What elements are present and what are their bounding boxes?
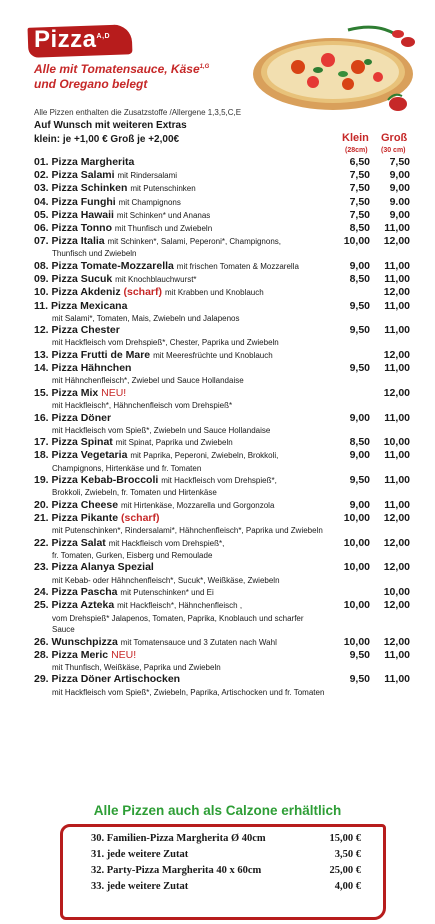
special-row [91, 833, 361, 844]
price-klein: 9,00 [349, 498, 370, 511]
menu-item [34, 324, 410, 349]
item-name: Pizza Tonno [51, 222, 112, 235]
item-number: 03. [34, 182, 49, 195]
item-description-more: mit Thunfisch, Weißkäse, Paprika und Zwiebeln [52, 662, 221, 672]
item-number: 07. [34, 235, 49, 248]
menu-item [34, 499, 410, 512]
price-gross: 9,00 [389, 182, 410, 195]
subtitle-text: Alle mit Tomatensauce, Käse [34, 62, 200, 76]
item-name: Pizza Schinken [51, 182, 128, 195]
price-gross: 12,00 [383, 235, 410, 248]
item-number: 02. [34, 169, 49, 182]
item-name: Pizza Hawaii [51, 208, 114, 221]
special-label: 33. jede weitere Zutat [91, 881, 189, 892]
item-number: 13. [34, 348, 49, 361]
item-name: Pizza Italia [51, 235, 105, 248]
title-text: Pizza [34, 26, 97, 53]
item-name: Pizza Mexicana [50, 299, 128, 312]
item-new-badge: NEU! [101, 386, 127, 399]
menu-item [34, 561, 410, 586]
pizza-photo [248, 22, 418, 122]
item-description: mit Champignons [118, 197, 181, 207]
item-description-more: mit Hackfleisch*, Hähnchenfleisch vom Drehspieß* [52, 401, 233, 411]
extras-prices: klein: je +1,00 € Groß je +2,00€ [34, 134, 180, 145]
price-klein: 9,00 [349, 411, 370, 424]
price-klein: 9,50 [349, 362, 370, 375]
price-gross: 11,00 [384, 324, 410, 337]
item-number: 25. [34, 599, 49, 612]
item-description-more: mit Salami*, Tomaten, Mais, Zwiebeln und Jalapenos [52, 313, 240, 323]
item-name: Pizza Pascha [51, 586, 118, 599]
price-klein: 10,00 [343, 512, 370, 525]
item-name: Pizza Akdeniz [51, 286, 121, 299]
item-number: 29. [34, 673, 49, 686]
item-name: Pizza Tomate-Mozzarella [51, 259, 174, 272]
price-klein: 10,00 [343, 536, 370, 549]
item-name: Pizza Cheese [51, 498, 119, 511]
price-klein: 8,50 [349, 222, 370, 235]
price-gross: 12,00 [383, 599, 410, 612]
item-spicy-tag: (scharf) [120, 512, 160, 525]
price-gross: 11,00 [384, 299, 410, 312]
price-gross: 10,00 [383, 586, 410, 599]
item-description-more: mit Hackfleisch vom Spieß*, Zwiebeln und Sauce Hollandaise [52, 425, 271, 435]
item-name: Pizza Azteka [51, 599, 115, 612]
item-name: Pizza Spinat [51, 436, 113, 449]
menu-item [34, 182, 410, 195]
col-klein-header: Klein [342, 132, 369, 144]
item-name: Pizza Chester [51, 324, 120, 337]
price-gross: 11,00 [384, 474, 410, 487]
menu-item [34, 156, 410, 169]
price-klein: 9,00 [349, 259, 370, 272]
special-price: 25,00 € [329, 865, 361, 876]
price-klein: 9,00 [349, 449, 370, 462]
item-description: mit Paprika, Peperoni, Zwiebeln, Brokkoli, [130, 451, 279, 461]
special-label: 30. Familien-Pizza Margherita Ø 40cm [91, 833, 266, 844]
page-title [34, 26, 110, 54]
subtitle-tail: und Oregano belegt [34, 77, 148, 91]
price-gross: 7,50 [389, 156, 410, 168]
item-number: 19. [34, 474, 49, 487]
item-number: 14. [34, 362, 49, 375]
item-name: Pizza Frutti de Mare [51, 348, 151, 361]
additives-note: Alle Pizzen enthalten die Zusatzstoffe /Allergene 1,3,5,C,E [34, 108, 242, 117]
price-gross: 9,00 [389, 169, 410, 182]
item-name: Pizza Margherita [51, 156, 135, 168]
item-number: 21. [34, 512, 49, 525]
item-description: mit Schinken* und Ananas [116, 210, 211, 220]
item-name: Pizza Pikante [51, 512, 119, 525]
special-label: 31. jede weitere Zutat [91, 849, 189, 860]
item-number: 24. [34, 586, 49, 599]
item-number: 01. [34, 156, 49, 168]
item-name: Pizza Salami [51, 169, 115, 182]
item-number: 05. [34, 208, 49, 221]
item-description: mit Hirtenkäse, Mozzarella und Gorgonzola [121, 500, 275, 510]
item-name: Pizza Döner [51, 411, 112, 424]
price-gross: 12,00 [383, 386, 410, 399]
item-description: mit Schinken*, Salami, Peperoni*, Champignons, [107, 237, 281, 247]
pizza-menu-list [34, 156, 410, 698]
price-gross: 12,00 [383, 635, 410, 648]
menu-item [34, 474, 410, 499]
menu-item [34, 673, 410, 698]
menu-item [34, 512, 410, 537]
menu-item [34, 436, 410, 449]
price-gross: 12,00 [383, 286, 410, 299]
price-gross: 11,00 [384, 648, 410, 661]
menu-item [34, 412, 410, 437]
item-number: 18. [34, 449, 49, 462]
item-number: 08. [34, 259, 49, 272]
price-klein: 10,00 [343, 599, 370, 612]
item-description-more: mit Hackfleisch vom Drehspieß*, Chester, Paprika und Zwiebeln [52, 338, 279, 348]
title-allergen: A,D [96, 33, 111, 40]
price-gross: 11,00 [384, 273, 410, 286]
item-name: Pizza Mix [51, 386, 99, 399]
price-gross: 12,00 [383, 512, 410, 525]
extras-title: Auf Wunsch mit weiteren Extras [34, 120, 187, 131]
item-description: mit frischen Tomaten & Mozzarella [176, 261, 299, 271]
item-number: 20. [34, 498, 49, 511]
item-description: mit Putenschinken [130, 184, 196, 194]
special-row [91, 881, 361, 892]
item-description: mit Knochblauchwurst* [115, 275, 197, 285]
item-description: mit Hackfleisch vom Drehspieß*, [108, 538, 225, 548]
item-number: 28. [34, 648, 49, 661]
item-name: Pizza Meric [51, 648, 109, 661]
item-number: 06. [34, 222, 49, 235]
special-row [91, 849, 361, 860]
special-row [91, 865, 361, 876]
item-description: mit Krabben und Knoblauch [164, 288, 264, 298]
price-klein: 9,50 [349, 648, 370, 661]
special-label: 32. Party-Pizza Margherita 40 x 60cm [91, 865, 262, 876]
price-gross: 12,00 [383, 561, 410, 574]
item-name: Pizza Vegetaria [51, 449, 128, 462]
item-new-badge: NEU! [111, 648, 137, 661]
price-gross: 11,00 [384, 222, 410, 235]
price-gross: 11,00 [384, 411, 410, 424]
menu-item [34, 387, 410, 412]
menu-item [34, 260, 410, 273]
item-spicy-tag: (scharf) [123, 286, 163, 299]
item-description-more: mit Putenschinken*, Rindersalami*, Hähnchenfleisch*, Paprika und Zwiebeln [52, 526, 323, 536]
price-klein: 7,50 [349, 195, 370, 208]
special-price: 15,00 € [329, 833, 361, 844]
item-number: 26. [34, 635, 49, 648]
price-klein: 7,50 [349, 169, 370, 182]
price-gross: 11,00 [384, 449, 410, 462]
price-klein: 9,50 [349, 673, 370, 686]
price-klein: 9,50 [349, 474, 370, 487]
subtitle-allergen: 1,G [199, 64, 210, 70]
menu-item [34, 349, 410, 362]
price-gross: 11,00 [384, 498, 410, 511]
item-description: mit Thunfisch und Zwiebeln [114, 224, 213, 234]
price-gross: 11,00 [384, 362, 410, 375]
specials-box [60, 824, 386, 920]
menu-item [34, 649, 410, 674]
item-number: 17. [34, 436, 49, 449]
menu-item [34, 169, 410, 182]
special-price: 4,00 € [334, 881, 361, 892]
item-name: Pizza Kebab-Broccoli [51, 474, 159, 487]
item-number: 23. [34, 561, 49, 574]
item-number: 22. [34, 536, 49, 549]
item-description: mit Spinat, Paprika und Zwiebeln [115, 438, 233, 448]
item-number: 11. [34, 299, 49, 312]
special-price: 3,50 € [334, 849, 361, 860]
item-description: mit Meeresfrüchte und Knoblauch [153, 350, 273, 360]
col-klein-size: (28cm) [345, 147, 368, 154]
item-description-more: fr. Tomaten, Gurken, Eisberg und Remoulade [52, 550, 213, 560]
price-klein: 6,50 [349, 156, 370, 168]
menu-item [34, 586, 410, 599]
col-gross-header: Groß [381, 132, 408, 144]
item-description-more: vom Drehspieß* Jalapenos, Tomaten, Paprika, Knoblauch und scharfer Sauce [52, 613, 304, 635]
menu-item [34, 362, 410, 387]
item-number: 15. [34, 386, 49, 399]
item-name: Wunschpizza [51, 635, 118, 648]
item-description-more: mit Kebab- oder Hähnchenfleisch*, Sucuk*, Weißkäse, Zwiebeln [52, 575, 280, 585]
col-gross-size: (30 cm) [381, 147, 406, 154]
item-description-more: mit Hackfleisch vom Spieß*, Zwiebeln, Paprika, Artischocken und fr. Tomaten [52, 687, 325, 697]
menu-item [34, 196, 410, 209]
subtitle [34, 60, 234, 92]
price-klein: 10,00 [343, 635, 370, 648]
menu-item [34, 449, 410, 474]
item-description: mit Hackfleisch*, Hähnchenfleisch , [117, 601, 243, 611]
item-name: Pizza Alanya Spezial [51, 561, 154, 574]
menu-item [34, 300, 410, 325]
price-klein: 9,50 [349, 299, 370, 312]
item-description: mit Rindersalami [117, 171, 178, 181]
item-name: Pizza Sucuk [51, 273, 113, 286]
menu-item [34, 273, 410, 286]
price-gross: 12,00 [383, 348, 410, 361]
menu-item [34, 636, 410, 649]
price-klein: 10,00 [343, 561, 370, 574]
item-description-more: mit Hähnchenfleisch*, Zwiebel und Sauce Hollandaise [52, 376, 244, 386]
item-description-more: Thunfisch und Zwiebeln [52, 249, 137, 259]
price-gross: 9.00 [389, 195, 410, 208]
calzone-note: Alle Pizzen auch als Calzone erhältlich [93, 803, 342, 818]
menu-item [34, 209, 410, 222]
item-description-more: Champignons, Hirtenkäse und fr. Tomaten [52, 463, 202, 473]
item-number: 12. [34, 324, 49, 337]
price-gross: 12,00 [383, 536, 410, 549]
menu-item [34, 222, 410, 235]
item-number: 10. [34, 286, 49, 299]
item-number: 16. [34, 411, 49, 424]
price-gross: 11,00 [384, 673, 410, 686]
menu-item [34, 537, 410, 562]
price-gross: 10,00 [383, 436, 410, 449]
menu-item [34, 235, 410, 260]
price-gross: 11,00 [384, 259, 410, 272]
item-number: 09. [34, 273, 49, 286]
price-klein: 10,00 [343, 235, 370, 248]
item-description-more: Brokkoli, Zwiebeln, fr. Tomaten und Hirtenkäse [52, 488, 217, 498]
price-klein: 8,50 [349, 273, 370, 286]
item-name: Pizza Funghi [51, 195, 116, 208]
menu-item [34, 286, 410, 299]
item-name: Pizza Döner Artischocken [51, 673, 181, 686]
item-description: mit Putenschinken* und Ei [120, 588, 214, 598]
price-klein: 7,50 [349, 182, 370, 195]
price-klein: 9,50 [349, 324, 370, 337]
item-description: mit Hackfleisch vom Drehspieß*, [161, 476, 277, 486]
item-name: Pizza Salat [51, 536, 106, 549]
item-name: Pizza Hähnchen [51, 362, 132, 375]
item-description: mit Tomatensauce und 3 Zutaten nach Wahl [120, 637, 277, 647]
item-number: 04. [34, 195, 49, 208]
price-klein: 7,50 [349, 208, 370, 221]
menu-item [34, 599, 410, 635]
price-gross: 9,00 [389, 208, 410, 221]
price-klein: 8,50 [349, 436, 370, 449]
